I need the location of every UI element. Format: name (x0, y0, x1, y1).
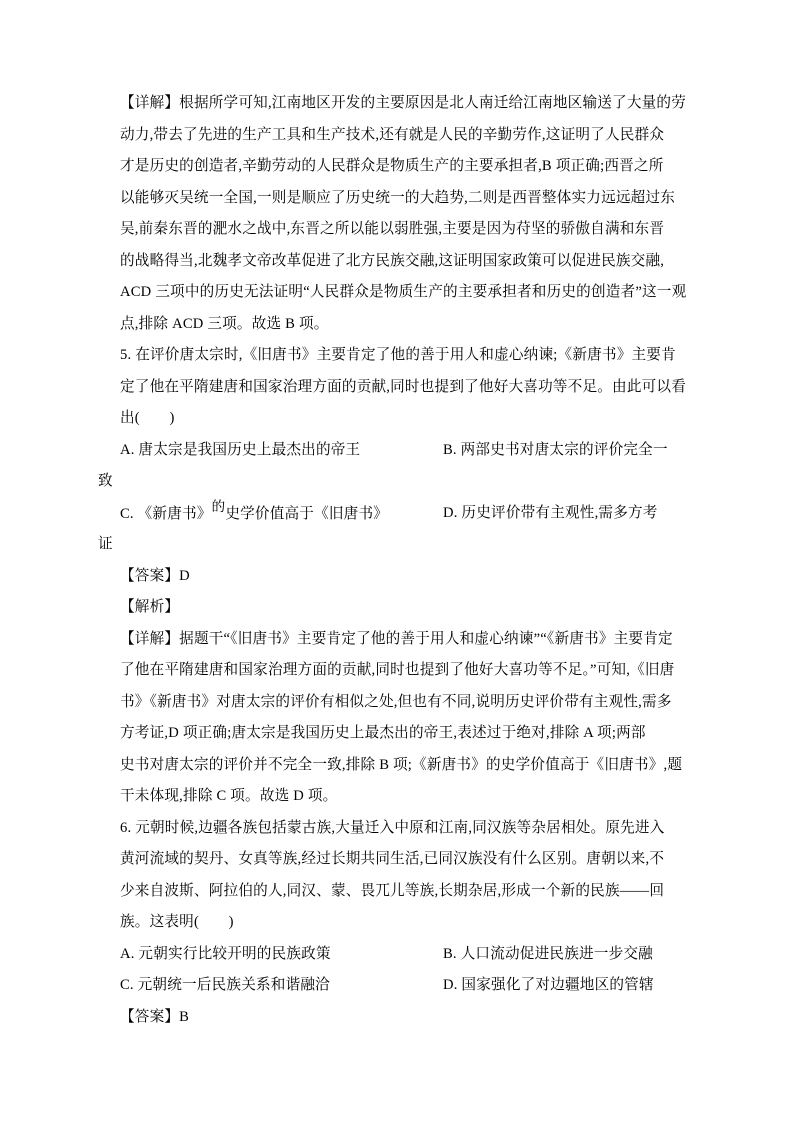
q6-option-a: A. 元朝实行比较开明的民族政策 (120, 945, 331, 962)
q5-detail-explanation-line-6: 干未体现,排除 C 项。故选 D 项。 (120, 788, 338, 804)
q5-detail-explanation-line-4: 方考证,D 项正确;唐太宗是我国历史上最杰出的帝王,表述过于绝对,排除 A 项;两部 (120, 725, 646, 741)
q5-detail-explanation-line-5: 史书对唐太宗的评价并不完全一致,排除 B 项;《新唐书》的史学价值高于《旧唐书》,题 (120, 756, 683, 773)
q6-option-b: B. 人口流动促进民族进一步交融 (443, 945, 653, 962)
question-6-stem-line-4: 族。这表明( ) (120, 914, 234, 930)
q4-detail-explanation-line-5: 吴,前秦东晋的淝水之战中,东晋之所以能以弱胜强,主要是因为苻坚的骄傲自满和东晋 (120, 221, 665, 237)
q5-detail-explanation-line-2: 了他在平隋建唐和国家治理方面的贡献,同时也提到了他好大喜功等不足。”可知,《旧唐 (120, 662, 675, 678)
question-6-stem-line-1: 6. 元朝时候,边疆各族包括蒙古族,大量迁入中原和江南,同汉族等杂居相处。原先进入 (120, 819, 665, 836)
q5-option-c (120, 498, 388, 531)
question-6-stem-line-2: 黄河流域的契丹、女真等族,经过长期共同生活,已同汉族没有什么区别。唐朝以来,不 (120, 851, 665, 867)
q4-detail-explanation-line-7: ACD 三项中的历史无法证明“人民群众是物质生产的主要承担者和历史的创造者”这一观 (120, 284, 687, 300)
q5-option-d-continued: 证 (98, 536, 113, 552)
question-5-stem-line-3: 出( ) (120, 410, 175, 426)
question-5-stem-line-1: 5. 在评价唐太宗时,《旧唐书》主要肯定了他的善于用人和虚心纳谏;《新唐书》主要肯 (120, 347, 676, 363)
q5-analysis-label-line-1: 【解析】 (120, 599, 180, 615)
q5-option-b-continued: 致 (98, 473, 113, 489)
q6-answer-line-1: 【答案】B (120, 1008, 190, 1025)
q6-options-row-1 (98, 939, 698, 971)
q5-option-b: B. 两部史书对唐太宗的评价完全一 (443, 441, 668, 458)
q5-options-row-1 (98, 435, 698, 467)
q5-detail-explanation-line-1: 【详解】据题干“《旧唐书》主要肯定了他的善于用人和虚心纳谏”“《新唐书》主要肯定 (120, 630, 673, 647)
q5-option-c-superscript: 的 (211, 498, 226, 514)
q6-option-c: C. 元朝统一后民族关系和谐融洽 (120, 977, 330, 993)
question-5-stem-line-2: 定了他在平隋建唐和国家治理方面的贡献,同时也提到了他好大喜功等不足。由此可以看 (120, 378, 687, 395)
q5-option-c-pre: C. 《新唐书》 (120, 505, 212, 522)
q4-detail-explanation-line-6: 的战略得当,北魏孝文帝改革促进了北方民族交融,这证明国家政策可以促进民族交融, (120, 252, 665, 269)
q5-answer-line-1: 【答案】D (120, 567, 190, 584)
question-6-stem-line-3: 少来自波斯、阿拉伯的人,同汉、蒙、畏兀儿等族,长期杂居,形成一个新的民族——回 (120, 882, 665, 899)
q5-options-row-2 (98, 498, 698, 530)
q4-detail-explanation-line-1: 【详解】根据所学可知,江南地区开发的主要原因是北人南迁给江南地区输送了大量的劳 (120, 95, 687, 111)
q5-option-a: A. 唐太宗是我国历史上最杰出的帝王 (120, 441, 361, 458)
q4-detail-explanation-line-8: 点,排除 ACD 三项。故选 B 项。 (120, 315, 329, 332)
q6-option-d: D. 国家强化了对边疆地区的管辖 (443, 977, 654, 993)
q5-option-d: D. 历史评价带有主观性,需多方考 (443, 504, 658, 521)
document-content (98, 88, 698, 1033)
q4-detail-explanation-line-3: 才是历史的创造者,辛勤劳动的人民群众是物质生产的主要承担者,B 项正确;西晋之所 (120, 158, 664, 174)
q6-options-row-2 (98, 970, 698, 1002)
q4-detail-explanation-line-4: 以能够灭吴统一全国,一则是顺应了历史统一的大趋势,二则是西晋整体实力远远超过东 (120, 189, 676, 206)
q5-option-c-post: 史学价值高于《旧唐书》 (225, 505, 389, 522)
q4-detail-explanation-line-2: 动力,带去了先进的生产工具和生产技术,还有就是人民的辛勤劳作,这证明了人民群众 (120, 126, 665, 143)
q5-detail-explanation-line-3: 书》《新唐书》对唐太宗的评价有相似之处,但也有不同,说明历史评价带有主观性,需多 (120, 693, 672, 710)
